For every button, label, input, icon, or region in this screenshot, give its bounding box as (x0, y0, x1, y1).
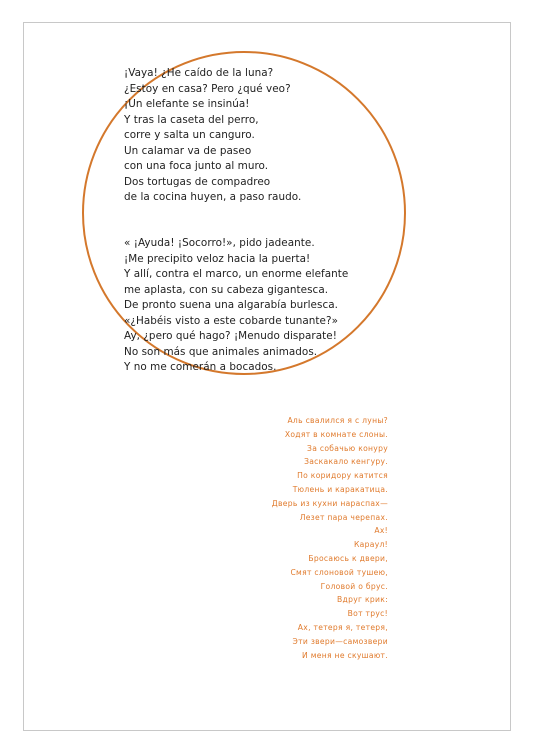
spanish-line: Y tras la caseta del perro, (124, 113, 259, 126)
spanish-line: Y allí, contra el marco, un enorme elefante (124, 268, 349, 280)
spanish-line: No son más que animales animados. (124, 345, 318, 358)
russian-line: По коридору катится (297, 471, 388, 481)
spanish-line: Y no me comerán a bocados. (124, 361, 277, 373)
russian-line: Ах! (374, 526, 388, 536)
spanish-line: ¡Un elefante se insinúa! (124, 98, 250, 110)
russian-line: Вдруг крик: (337, 595, 388, 605)
russian-line: Караул! (353, 540, 388, 550)
spanish-line: Dos tortugas de compadreo (124, 175, 271, 188)
russian-line: Эти звери—самозвери (292, 636, 388, 646)
spanish-line: corre y salta un canguro. (124, 129, 255, 141)
spanish-line: «¿Habéis visto a este cobarde tunante?» (124, 314, 338, 327)
spanish-line: me aplasta, con su cabeza gigantesca. (124, 283, 329, 296)
russian-line: Бросаюсь к двери, (308, 553, 388, 563)
russian-poem (188, 414, 388, 662)
russian-line: И меня не скушают. (302, 650, 388, 660)
russian-line: Тюлень и каракатица. (292, 484, 388, 494)
russian-line: Аль свалился я с луны? (287, 416, 388, 425)
spanish-line: ¡Me precipito veloz hacia la puerta! (124, 252, 311, 265)
spanish-stanza-1 (124, 66, 404, 206)
russian-line: Головой о брус. (320, 581, 388, 591)
russian-line: Дверь из кухни нараспах— (271, 498, 388, 508)
spanish-line: con una foca junto al muro. (124, 160, 269, 172)
russian-line: Лезет пара черепах. (299, 512, 388, 522)
spanish-line: Ay, ¿pero qué hago? ¡Menudo disparate! (124, 330, 337, 342)
spanish-line: ¡Vaya! ¿He caído de la luna? (124, 67, 274, 79)
spanish-line: ¿Estoy en casa? Pero ¿qué veo? (124, 82, 291, 95)
spanish-stanza-2 (124, 236, 404, 376)
spanish-line: « ¡Ayuda! ¡Socorro!», pido jadeante. (124, 237, 315, 249)
russian-line: За собачью конуру (307, 443, 388, 453)
russian-line: Вот трус! (347, 609, 388, 619)
russian-line: Ходят в комнате слоны. (284, 429, 388, 439)
spanish-line: Un calamar va de paseo (124, 144, 252, 157)
russian-line: Ах, тетеря я, тетеря, (297, 622, 388, 632)
russian-line: Заскакало кенгуру. (304, 457, 388, 467)
spanish-line: De pronto suena una algarabía burlesca. (124, 299, 338, 311)
spanish-line: de la cocina huyen, a paso raudo. (124, 191, 302, 203)
russian-line: Смят слоновой тушею, (290, 567, 388, 577)
